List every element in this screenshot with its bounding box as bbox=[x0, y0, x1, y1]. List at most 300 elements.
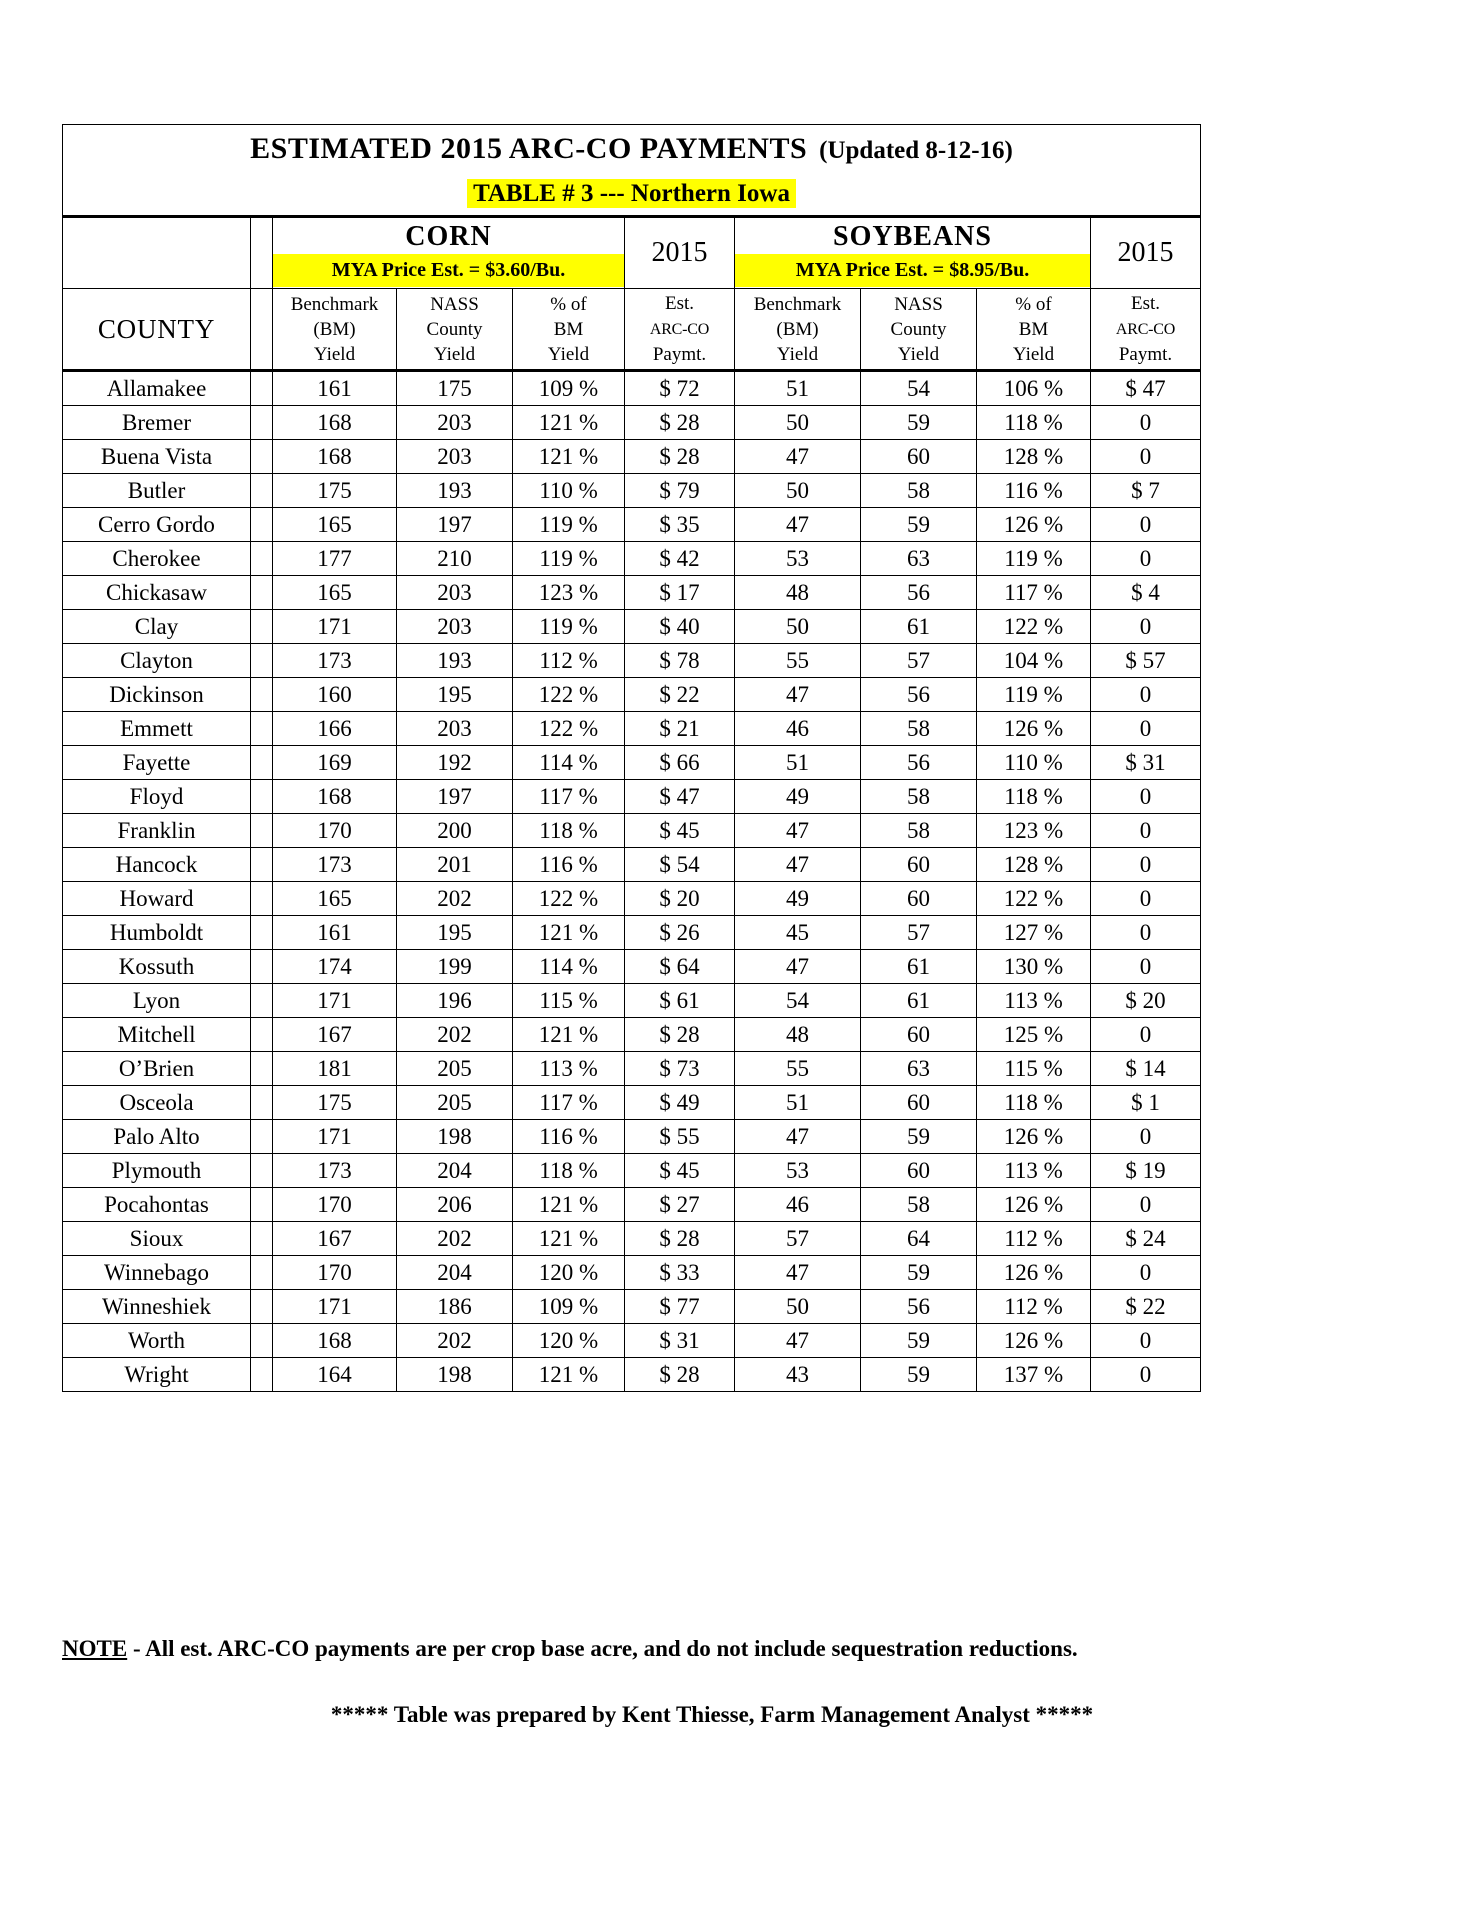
cell-soy-benchmark: 51 bbox=[735, 1086, 861, 1120]
cell-soy-pct: 115 % bbox=[977, 1052, 1091, 1086]
cell-soy-payment: 0 bbox=[1091, 1018, 1201, 1052]
cell-county: Palo Alto bbox=[63, 1120, 251, 1154]
cell-soy-payment: 0 bbox=[1091, 678, 1201, 712]
table-row bbox=[63, 1324, 1201, 1358]
cell-soy-benchmark: 51 bbox=[735, 746, 861, 780]
cell-soy-payment: 0 bbox=[1091, 1324, 1201, 1358]
table-row bbox=[63, 1358, 1201, 1392]
cell-corn-benchmark: 171 bbox=[273, 1290, 397, 1324]
cell-spacer bbox=[251, 508, 273, 542]
cell-corn-benchmark: 170 bbox=[273, 814, 397, 848]
cell-soy-nass: 56 bbox=[861, 678, 977, 712]
soy-pay-line3: Paymt. bbox=[1118, 344, 1173, 365]
cell-spacer bbox=[251, 1188, 273, 1222]
table-row bbox=[63, 440, 1201, 474]
cell-corn-benchmark: 175 bbox=[273, 1086, 397, 1120]
cell-corn-pct: 121 % bbox=[513, 1222, 625, 1256]
cell-soy-pct: 119 % bbox=[977, 542, 1091, 576]
cell-county: Pocahontas bbox=[63, 1188, 251, 1222]
cell-spacer bbox=[251, 610, 273, 644]
cell-corn-pct: 122 % bbox=[513, 712, 625, 746]
table-row bbox=[63, 1256, 1201, 1290]
spacer-cell-1 bbox=[251, 217, 273, 289]
cell-soy-pct: 110 % bbox=[977, 746, 1091, 780]
cell-corn-payment: $ 20 bbox=[625, 882, 735, 916]
cell-spacer bbox=[251, 814, 273, 848]
cell-soy-benchmark: 46 bbox=[735, 712, 861, 746]
cell-county: Lyon bbox=[63, 984, 251, 1018]
cell-spacer bbox=[251, 712, 273, 746]
cell-corn-benchmark: 166 bbox=[273, 712, 397, 746]
cell-county: Cerro Gordo bbox=[63, 508, 251, 542]
soy-nass-line3: Yield bbox=[897, 343, 940, 365]
table-row bbox=[63, 508, 1201, 542]
cell-corn-benchmark: 168 bbox=[273, 1324, 397, 1358]
corn-pct-line3: Yield bbox=[547, 343, 590, 365]
cell-corn-pct: 115 % bbox=[513, 984, 625, 1018]
cell-corn-payment: $ 79 bbox=[625, 474, 735, 508]
corn-benchmark-line2: (BM) bbox=[313, 318, 356, 340]
cell-corn-nass: 197 bbox=[397, 780, 513, 814]
cell-spacer bbox=[251, 576, 273, 610]
corn-nass-line3: Yield bbox=[433, 343, 476, 365]
cell-county: Cherokee bbox=[63, 542, 251, 576]
column-header-corn-pct-bm bbox=[513, 289, 625, 371]
cell-corn-nass: 197 bbox=[397, 508, 513, 542]
empty-corner-cell bbox=[63, 217, 251, 289]
cell-corn-payment: $ 45 bbox=[625, 814, 735, 848]
cell-corn-nass: 198 bbox=[397, 1358, 513, 1392]
column-header-soy-nass bbox=[861, 289, 977, 371]
table-row bbox=[63, 746, 1201, 780]
cell-soy-pct: 125 % bbox=[977, 1018, 1091, 1052]
cell-soy-pct: 104 % bbox=[977, 644, 1091, 678]
cell-spacer bbox=[251, 916, 273, 950]
arc-co-payments-table-container bbox=[62, 124, 1176, 1392]
cell-corn-payment: $ 33 bbox=[625, 1256, 735, 1290]
cell-soy-benchmark: 49 bbox=[735, 780, 861, 814]
corn-benchmark-line1: Benchmark bbox=[290, 293, 379, 315]
cell-soy-payment: $ 22 bbox=[1091, 1290, 1201, 1324]
cell-soy-pct: 126 % bbox=[977, 1256, 1091, 1290]
cell-soy-benchmark: 47 bbox=[735, 678, 861, 712]
cell-soy-payment: 0 bbox=[1091, 780, 1201, 814]
cell-soy-benchmark: 47 bbox=[735, 508, 861, 542]
cell-corn-payment: $ 21 bbox=[625, 712, 735, 746]
cell-soy-pct: 106 % bbox=[977, 371, 1091, 406]
cell-corn-nass: 200 bbox=[397, 814, 513, 848]
cell-county: Fayette bbox=[63, 746, 251, 780]
cell-corn-payment: $ 28 bbox=[625, 440, 735, 474]
cell-corn-payment: $ 66 bbox=[625, 746, 735, 780]
cell-corn-nass: 203 bbox=[397, 576, 513, 610]
cell-soy-pct: 137 % bbox=[977, 1358, 1091, 1392]
cell-county: Floyd bbox=[63, 780, 251, 814]
cell-soy-nass: 60 bbox=[861, 1154, 977, 1188]
cell-soy-nass: 61 bbox=[861, 610, 977, 644]
cell-corn-nass: 210 bbox=[397, 542, 513, 576]
cell-spacer bbox=[251, 1256, 273, 1290]
cell-soy-pct: 126 % bbox=[977, 508, 1091, 542]
cell-soy-pct: 126 % bbox=[977, 1120, 1091, 1154]
soybeans-mya-price: MYA Price Est. = $8.95/Bu. bbox=[735, 254, 1090, 287]
cell-soy-nass: 57 bbox=[861, 644, 977, 678]
cell-county: Kossuth bbox=[63, 950, 251, 984]
table-row bbox=[63, 712, 1201, 746]
cell-corn-pct: 120 % bbox=[513, 1324, 625, 1358]
cell-soy-nass: 56 bbox=[861, 746, 977, 780]
cell-spacer bbox=[251, 1222, 273, 1256]
cell-corn-benchmark: 173 bbox=[273, 644, 397, 678]
cell-county: Winneshiek bbox=[63, 1290, 251, 1324]
cell-corn-benchmark: 167 bbox=[273, 1018, 397, 1052]
cell-county: O’Brien bbox=[63, 1052, 251, 1086]
cell-soy-payment: $ 7 bbox=[1091, 474, 1201, 508]
cell-corn-benchmark: 170 bbox=[273, 1256, 397, 1290]
cell-county: Chickasaw bbox=[63, 576, 251, 610]
cell-soy-nass: 56 bbox=[861, 576, 977, 610]
table-row bbox=[63, 474, 1201, 508]
cell-corn-pct: 109 % bbox=[513, 371, 625, 406]
cell-soy-nass: 59 bbox=[861, 1120, 977, 1154]
page-title: ESTIMATED 2015 ARC-CO PAYMENTS bbox=[250, 132, 808, 165]
cell-soy-nass: 58 bbox=[861, 780, 977, 814]
cell-soy-nass: 60 bbox=[861, 440, 977, 474]
cell-soy-benchmark: 47 bbox=[735, 848, 861, 882]
cell-county: Mitchell bbox=[63, 1018, 251, 1052]
cell-corn-nass: 192 bbox=[397, 746, 513, 780]
table-row bbox=[63, 576, 1201, 610]
cell-soy-benchmark: 43 bbox=[735, 1358, 861, 1392]
cell-corn-pct: 117 % bbox=[513, 1086, 625, 1120]
table-row bbox=[63, 984, 1201, 1018]
cell-soy-pct: 118 % bbox=[977, 780, 1091, 814]
cell-soy-payment: 0 bbox=[1091, 950, 1201, 984]
cell-corn-nass: 201 bbox=[397, 848, 513, 882]
cell-soy-benchmark: 47 bbox=[735, 1256, 861, 1290]
cell-county: Wright bbox=[63, 1358, 251, 1392]
cell-spacer bbox=[251, 542, 273, 576]
table-row bbox=[63, 371, 1201, 406]
table-row bbox=[63, 1188, 1201, 1222]
cell-spacer bbox=[251, 1324, 273, 1358]
cell-spacer bbox=[251, 1052, 273, 1086]
cell-soy-nass: 59 bbox=[861, 1324, 977, 1358]
corn-group-header bbox=[273, 217, 625, 289]
cell-corn-payment: $ 64 bbox=[625, 950, 735, 984]
spacer-cell-2 bbox=[251, 289, 273, 371]
table-subtitle-row bbox=[63, 173, 1201, 217]
footnote bbox=[62, 1636, 1422, 1662]
soy-nass-line2: County bbox=[890, 318, 947, 340]
cell-corn-pct: 112 % bbox=[513, 644, 625, 678]
column-header-corn-benchmark bbox=[273, 289, 397, 371]
table-row bbox=[63, 610, 1201, 644]
cell-corn-payment: $ 28 bbox=[625, 1222, 735, 1256]
cell-corn-pct: 114 % bbox=[513, 746, 625, 780]
cell-soy-pct: 116 % bbox=[977, 474, 1091, 508]
corn-pay-line1: Est. bbox=[664, 293, 695, 314]
cell-soy-benchmark: 45 bbox=[735, 916, 861, 950]
cell-county: Butler bbox=[63, 474, 251, 508]
corn-nass-line2: County bbox=[426, 318, 483, 340]
cell-soy-pct: 127 % bbox=[977, 916, 1091, 950]
cell-soy-pct: 122 % bbox=[977, 610, 1091, 644]
cell-soy-nass: 61 bbox=[861, 984, 977, 1018]
cell-soy-pct: 118 % bbox=[977, 406, 1091, 440]
table-row bbox=[63, 542, 1201, 576]
cell-soy-pct: 126 % bbox=[977, 1324, 1091, 1358]
cell-corn-payment: $ 26 bbox=[625, 916, 735, 950]
cell-soy-payment: 0 bbox=[1091, 1120, 1201, 1154]
column-header-corn-payment bbox=[625, 289, 735, 371]
subtitle-cell bbox=[63, 173, 1201, 217]
cell-corn-nass: 196 bbox=[397, 984, 513, 1018]
cell-soy-nass: 63 bbox=[861, 1052, 977, 1086]
cell-soy-benchmark: 50 bbox=[735, 474, 861, 508]
cell-corn-payment: $ 28 bbox=[625, 1358, 735, 1392]
table-subtitle: TABLE # 3 --- Northern Iowa bbox=[467, 179, 796, 208]
corn-benchmark-line3: Yield bbox=[313, 343, 356, 365]
cell-soy-payment: 0 bbox=[1091, 712, 1201, 746]
cell-soy-payment: 0 bbox=[1091, 1256, 1201, 1290]
cell-spacer bbox=[251, 1358, 273, 1392]
cell-corn-payment: $ 45 bbox=[625, 1154, 735, 1188]
cell-soy-benchmark: 50 bbox=[735, 406, 861, 440]
cell-corn-payment: $ 72 bbox=[625, 371, 735, 406]
cell-corn-benchmark: 168 bbox=[273, 780, 397, 814]
cell-spacer bbox=[251, 1086, 273, 1120]
cell-spacer bbox=[251, 1154, 273, 1188]
cell-soy-benchmark: 48 bbox=[735, 576, 861, 610]
cell-county: Sioux bbox=[63, 1222, 251, 1256]
cell-soy-pct: 113 % bbox=[977, 984, 1091, 1018]
cell-soy-nass: 60 bbox=[861, 1086, 977, 1120]
crop-group-header-row bbox=[63, 217, 1201, 289]
cell-soy-nass: 59 bbox=[861, 406, 977, 440]
table-row bbox=[63, 814, 1201, 848]
cell-corn-nass: 206 bbox=[397, 1188, 513, 1222]
cell-corn-pct: 122 % bbox=[513, 882, 625, 916]
cell-spacer bbox=[251, 848, 273, 882]
soybeans-group-header bbox=[735, 217, 1091, 289]
cell-corn-benchmark: 165 bbox=[273, 882, 397, 916]
cell-soy-nass: 58 bbox=[861, 814, 977, 848]
soybeans-label: SOYBEANS bbox=[833, 220, 992, 252]
cell-county: Allamakee bbox=[63, 371, 251, 406]
soy-pct-line1: % of bbox=[1015, 293, 1052, 315]
cell-corn-payment: $ 22 bbox=[625, 678, 735, 712]
cell-corn-pct: 121 % bbox=[513, 406, 625, 440]
cell-county: Winnebago bbox=[63, 1256, 251, 1290]
cell-county: Clay bbox=[63, 610, 251, 644]
cell-corn-benchmark: 168 bbox=[273, 440, 397, 474]
cell-corn-nass: 203 bbox=[397, 406, 513, 440]
cell-soy-payment: $ 4 bbox=[1091, 576, 1201, 610]
cell-county: Bremer bbox=[63, 406, 251, 440]
cell-corn-benchmark: 169 bbox=[273, 746, 397, 780]
cell-soy-payment: 0 bbox=[1091, 610, 1201, 644]
cell-corn-pct: 121 % bbox=[513, 1018, 625, 1052]
cell-soy-benchmark: 53 bbox=[735, 1154, 861, 1188]
cell-soy-pct: 117 % bbox=[977, 576, 1091, 610]
cell-corn-nass: 186 bbox=[397, 1290, 513, 1324]
cell-soy-payment: $ 24 bbox=[1091, 1222, 1201, 1256]
cell-corn-nass: 193 bbox=[397, 474, 513, 508]
cell-corn-nass: 205 bbox=[397, 1052, 513, 1086]
cell-corn-nass: 195 bbox=[397, 916, 513, 950]
cell-soy-benchmark: 49 bbox=[735, 882, 861, 916]
cell-soy-payment: $ 47 bbox=[1091, 371, 1201, 406]
column-header-soy-payment bbox=[1091, 289, 1201, 371]
cell-spacer bbox=[251, 1018, 273, 1052]
cell-soy-benchmark: 46 bbox=[735, 1188, 861, 1222]
cell-county: Emmett bbox=[63, 712, 251, 746]
cell-corn-pct: 119 % bbox=[513, 610, 625, 644]
cell-corn-payment: $ 61 bbox=[625, 984, 735, 1018]
table-row bbox=[63, 780, 1201, 814]
cell-corn-benchmark: 161 bbox=[273, 371, 397, 406]
table-row bbox=[63, 1290, 1201, 1324]
cell-corn-pct: 123 % bbox=[513, 576, 625, 610]
soy-benchmark-line2: (BM) bbox=[776, 318, 819, 340]
cell-corn-pct: 116 % bbox=[513, 1120, 625, 1154]
corn-pct-line1: % of bbox=[550, 293, 587, 315]
arc-co-payments-table bbox=[62, 124, 1201, 1392]
cell-soy-benchmark: 51 bbox=[735, 371, 861, 406]
cell-corn-nass: 195 bbox=[397, 678, 513, 712]
cell-corn-pct: 113 % bbox=[513, 1052, 625, 1086]
cell-soy-benchmark: 47 bbox=[735, 440, 861, 474]
cell-soy-pct: 126 % bbox=[977, 712, 1091, 746]
soy-pay-line1: Est. bbox=[1130, 293, 1161, 314]
corn-label: CORN bbox=[405, 220, 492, 252]
cell-soy-pct: 130 % bbox=[977, 950, 1091, 984]
cell-soy-benchmark: 57 bbox=[735, 1222, 861, 1256]
cell-soy-benchmark: 53 bbox=[735, 542, 861, 576]
cell-soy-pct: 119 % bbox=[977, 678, 1091, 712]
cell-soy-benchmark: 55 bbox=[735, 644, 861, 678]
cell-soy-payment: $ 31 bbox=[1091, 746, 1201, 780]
column-header-corn-nass bbox=[397, 289, 513, 371]
cell-corn-nass: 204 bbox=[397, 1154, 513, 1188]
cell-corn-payment: $ 78 bbox=[625, 644, 735, 678]
cell-corn-nass: 203 bbox=[397, 712, 513, 746]
table-row bbox=[63, 406, 1201, 440]
table-row bbox=[63, 882, 1201, 916]
cell-soy-payment: 0 bbox=[1091, 882, 1201, 916]
table-row bbox=[63, 1120, 1201, 1154]
cell-soy-nass: 64 bbox=[861, 1222, 977, 1256]
cell-soy-benchmark: 55 bbox=[735, 1052, 861, 1086]
soy-nass-line1: NASS bbox=[894, 293, 943, 315]
cell-county: Howard bbox=[63, 882, 251, 916]
cell-corn-benchmark: 173 bbox=[273, 1154, 397, 1188]
cell-corn-payment: $ 73 bbox=[625, 1052, 735, 1086]
corn-mya-price: MYA Price Est. = $3.60/Bu. bbox=[273, 254, 624, 287]
cell-corn-payment: $ 28 bbox=[625, 1018, 735, 1052]
corn-pct-line2: BM bbox=[553, 318, 584, 340]
table-row bbox=[63, 1086, 1201, 1120]
cell-spacer bbox=[251, 678, 273, 712]
cell-corn-pct: 120 % bbox=[513, 1256, 625, 1290]
soy-benchmark-line1: Benchmark bbox=[753, 293, 842, 315]
cell-spacer bbox=[251, 440, 273, 474]
cell-corn-benchmark: 164 bbox=[273, 1358, 397, 1392]
cell-corn-payment: $ 54 bbox=[625, 848, 735, 882]
cell-corn-nass: 202 bbox=[397, 1222, 513, 1256]
cell-soy-payment: $ 19 bbox=[1091, 1154, 1201, 1188]
cell-soy-nass: 61 bbox=[861, 950, 977, 984]
cell-corn-pct: 122 % bbox=[513, 678, 625, 712]
cell-corn-payment: $ 17 bbox=[625, 576, 735, 610]
cell-soy-pct: 118 % bbox=[977, 1086, 1091, 1120]
cell-spacer bbox=[251, 474, 273, 508]
cell-corn-nass: 203 bbox=[397, 610, 513, 644]
cell-corn-nass: 202 bbox=[397, 1324, 513, 1358]
cell-corn-payment: $ 47 bbox=[625, 780, 735, 814]
corn-pay-line2: ARC-CO bbox=[649, 321, 710, 338]
cell-soy-benchmark: 47 bbox=[735, 1120, 861, 1154]
cell-soy-nass: 63 bbox=[861, 542, 977, 576]
cell-soy-benchmark: 47 bbox=[735, 814, 861, 848]
cell-county: Humboldt bbox=[63, 916, 251, 950]
cell-county: Buena Vista bbox=[63, 440, 251, 474]
cell-corn-payment: $ 55 bbox=[625, 1120, 735, 1154]
cell-soy-pct: 112 % bbox=[977, 1290, 1091, 1324]
cell-corn-payment: $ 35 bbox=[625, 508, 735, 542]
cell-soy-nass: 54 bbox=[861, 371, 977, 406]
cell-soy-nass: 59 bbox=[861, 508, 977, 542]
cell-soy-pct: 123 % bbox=[977, 814, 1091, 848]
cell-soy-payment: 0 bbox=[1091, 848, 1201, 882]
corn-nass-line1: NASS bbox=[430, 293, 479, 315]
cell-spacer bbox=[251, 746, 273, 780]
column-header-soy-benchmark bbox=[735, 289, 861, 371]
cell-corn-nass: 202 bbox=[397, 882, 513, 916]
table-row bbox=[63, 848, 1201, 882]
cell-soy-nass: 58 bbox=[861, 474, 977, 508]
cell-county: Osceola bbox=[63, 1086, 251, 1120]
corn-mya-line bbox=[273, 254, 624, 287]
soy-pay-line2: ARC-CO bbox=[1115, 321, 1176, 338]
title-cell bbox=[63, 125, 1201, 174]
table-row bbox=[63, 916, 1201, 950]
cell-soy-payment: $ 57 bbox=[1091, 644, 1201, 678]
cell-corn-payment: $ 28 bbox=[625, 406, 735, 440]
cell-soy-benchmark: 47 bbox=[735, 1324, 861, 1358]
cell-county: Clayton bbox=[63, 644, 251, 678]
cell-corn-nass: 198 bbox=[397, 1120, 513, 1154]
cell-soy-payment: $ 20 bbox=[1091, 984, 1201, 1018]
cell-soy-payment: 0 bbox=[1091, 916, 1201, 950]
cell-soy-pct: 126 % bbox=[977, 1188, 1091, 1222]
cell-soy-payment: 0 bbox=[1091, 1358, 1201, 1392]
cell-soy-payment: 0 bbox=[1091, 406, 1201, 440]
footnote-text: - All est. ARC-CO payments are per crop base acre, and do not include sequestration reductions. bbox=[127, 1636, 1078, 1661]
cell-corn-nass: 204 bbox=[397, 1256, 513, 1290]
cell-corn-benchmark: 167 bbox=[273, 1222, 397, 1256]
cell-corn-benchmark: 165 bbox=[273, 576, 397, 610]
footnote-label: NOTE bbox=[62, 1636, 128, 1661]
column-header-county: COUNTY bbox=[63, 289, 251, 371]
table-row bbox=[63, 1222, 1201, 1256]
table-title-row bbox=[63, 125, 1201, 174]
corn-pay-line3: Paymt. bbox=[652, 344, 707, 365]
cell-corn-pct: 109 % bbox=[513, 1290, 625, 1324]
soybeans-mya-line bbox=[735, 254, 1090, 287]
cell-corn-nass: 193 bbox=[397, 644, 513, 678]
